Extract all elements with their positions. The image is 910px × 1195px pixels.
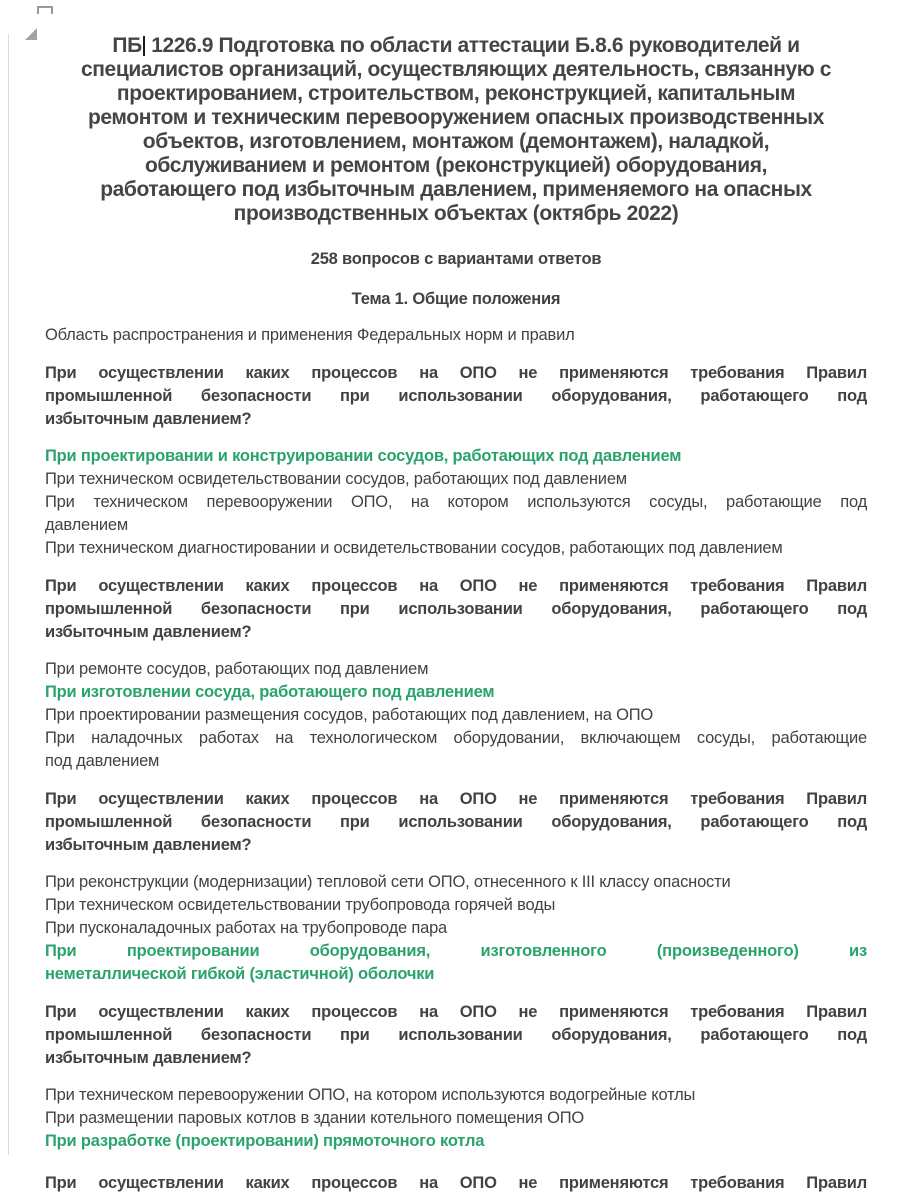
page-margin-line <box>8 34 9 1155</box>
text-cursor-icon <box>143 36 145 56</box>
title-line: обслуживанием и ремонтом (реконструкцией) оборудования, <box>144 154 768 178</box>
text-line: При техническом перевооружении ОПО, на котором используются водогрейные котлы <box>45 1086 696 1105</box>
answers-list <box>45 658 867 773</box>
title-line: объектов, изготовлением, монтажом (демонтажем), наладкой, <box>142 130 770 154</box>
title-line: специалистов организаций, осуществляющих деятельность, связанную с <box>80 58 832 82</box>
partial-next-question: При осуществлении каких процессов на ОПО не применяются требования Правил <box>45 1174 867 1193</box>
text-line: При проектировании и конструировании сосудов, работающих под давлением <box>45 447 682 466</box>
text-line: При разработке (проектировании) прямоточного котла <box>45 1132 485 1151</box>
text-line: При изготовлении сосуда, работающего под давлением <box>45 683 495 702</box>
question-text <box>45 1001 867 1070</box>
text-line: При техническом перевооружении ОПО, на котором используются сосуды, работающие под <box>45 493 867 512</box>
question-block <box>45 575 867 773</box>
title-line: проектированием, строительством, реконструкцией, капитальным <box>116 82 796 106</box>
answer-option <box>45 1084 867 1107</box>
text-line: При реконструкции (модернизации) тепловой сети ОПО, отнесенного к III классу опасности <box>45 873 731 892</box>
question-block <box>45 788 867 986</box>
title-line: ремонтом и техническим перевооружением опасных производственных <box>88 106 824 130</box>
answer-option <box>45 727 867 773</box>
question-text <box>45 788 867 857</box>
answer-option <box>45 537 867 560</box>
answer-correct <box>45 681 867 704</box>
question-text <box>45 362 867 431</box>
text-line: При техническом диагностировании и освидетельствовании сосудов, работающих под давлением <box>45 539 783 558</box>
text-line: При осуществлении каких процессов на ОПО не применяются требования Правил <box>45 1003 867 1022</box>
document-title <box>45 34 867 226</box>
text-line: неметаллической гибкой (эластичной) оболочки <box>45 965 435 984</box>
text-line: При ремонте сосудов, работающих под давлением <box>45 660 429 679</box>
text-line: При пусконаладочных работах на трубопроводе пара <box>45 919 448 938</box>
text-line: При техническом освидетельствовании сосудов, работающих под давлением <box>45 470 627 489</box>
question-text <box>45 575 867 644</box>
answer-correct <box>45 445 867 468</box>
text-line: избыточным давлением? <box>45 836 252 855</box>
text-line: избыточным давлением? <box>45 410 252 429</box>
answer-option <box>45 917 867 940</box>
answer-option <box>45 871 867 894</box>
anchor-bracket-icon <box>37 6 53 14</box>
text-line: промышленной безопасности при использовании оборудования, работающего под <box>45 387 867 406</box>
text-line: промышленной безопасности при использовании оборудования, работающего под <box>45 600 867 619</box>
title-line: производственных объектах (октябрь 2022) <box>233 202 679 226</box>
answer-option <box>45 658 867 681</box>
answer-option <box>45 704 867 727</box>
text-line: промышленной безопасности при использовании оборудования, работающего под <box>45 813 867 832</box>
text-line: под давлением <box>45 752 160 771</box>
outline-collapse-icon[interactable] <box>22 25 40 43</box>
answer-option <box>45 894 867 917</box>
question-block <box>45 362 867 560</box>
answer-correct <box>45 1130 867 1153</box>
title-line: ПБ 1226.9 Подготовка по области аттестации Б.8.6 руководителей и <box>112 34 800 58</box>
questions-list <box>45 362 867 1153</box>
answers-list <box>45 1084 867 1153</box>
text-line: избыточным давлением? <box>45 1049 252 1068</box>
title-line: работающего под избыточным давлением, применяемого на опасных <box>100 178 812 202</box>
text-line: При осуществлении каких процессов на ОПО не применяются требования Правил <box>45 577 867 596</box>
text-line: промышленной безопасности при использовании оборудования, работающего под <box>45 1026 867 1045</box>
questions-count-subtitle: 258 вопросов с вариантами ответов <box>310 250 602 269</box>
text-line: При размещении паровых котлов в здании котельного помещения ОПО <box>45 1109 585 1128</box>
topic-subheading: Область распространения и применения Федеральных норм и правил <box>45 326 575 345</box>
topic-heading: Тема 1. Общие положения <box>351 289 561 308</box>
answer-option <box>45 491 867 537</box>
answer-option <box>45 468 867 491</box>
text-line: При осуществлении каких процессов на ОПО не применяются требования Правил <box>45 790 867 809</box>
answer-option <box>45 1107 867 1130</box>
text-line: При наладочных работах на технологическом оборудовании, включающем сосуды, работающие <box>45 729 867 748</box>
text-line: давлением <box>45 516 129 535</box>
answers-list <box>45 871 867 986</box>
collapse-triangle-icon <box>22 25 40 43</box>
text-line: При техническом освидетельствовании трубопровода горячей воды <box>45 896 556 915</box>
answers-list <box>45 445 867 560</box>
text-line: При проектировании оборудования, изготовленного (произведенного) из <box>45 942 867 961</box>
text-line: При проектировании размещения сосудов, работающих под давлением, на ОПО <box>45 706 654 725</box>
question-block <box>45 1001 867 1153</box>
text-line: При осуществлении каких процессов на ОПО не применяются требования Правил <box>45 364 867 383</box>
answer-correct <box>45 940 867 986</box>
text-line: избыточным давлением? <box>45 623 252 642</box>
